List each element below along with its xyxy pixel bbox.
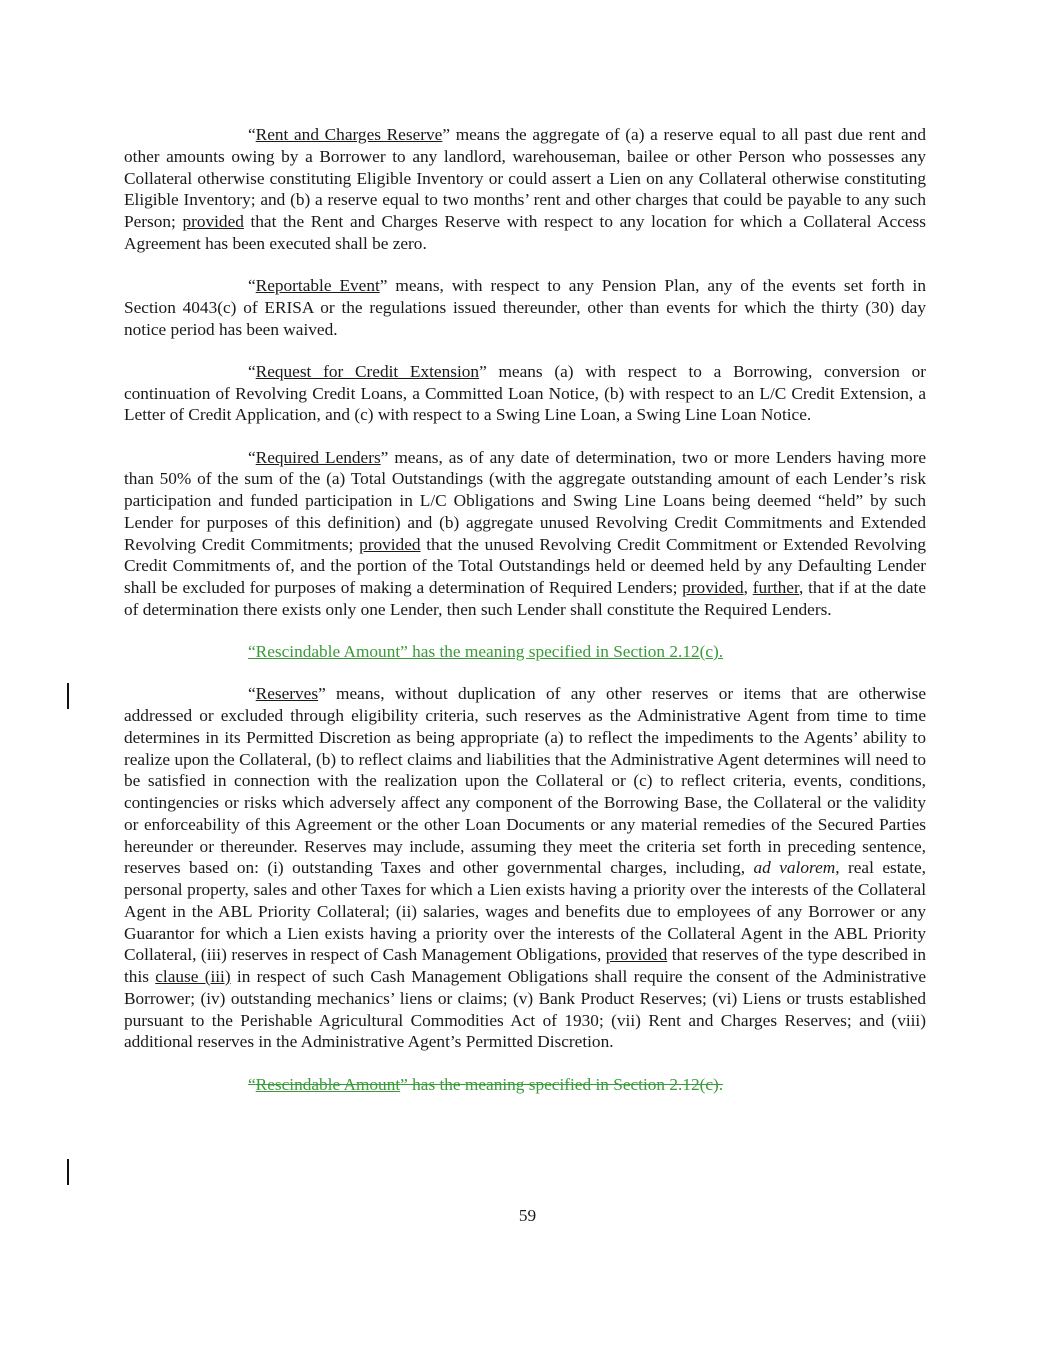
deleted-defined-term: Rescindable Amount: [255, 1074, 401, 1094]
definition-request-for-credit-extension: [124, 361, 926, 426]
provided-term: provided: [359, 534, 421, 554]
clause-reference: clause (iii): [155, 967, 231, 986]
definition-text: that reserves of the type described in this: [124, 945, 926, 986]
provided-term: provided: [682, 578, 744, 597]
page-number: 59: [518, 1206, 537, 1225]
defined-term: Reportable Event: [255, 276, 380, 295]
comma: ,: [743, 578, 753, 597]
close-quote: ”: [442, 125, 450, 144]
definition-text: means, without duplication of any other reserves or items that are otherwise addressed or excluded through eligibility criteria, such reserves as the Administrative Agent from time to time determines in its Permitted Discretion as being appropriate (a) to reflect the impediments to the Agents’ ability to realize upon the Collateral, (b) to reflect claims and liabilities that the Administrative Agent determines will need to be satisfied in connection with the realization upon the Collateral or (c) to reflect criteria, events, conditions, contingencies or risks which adversely affect any component of the Borrowing Base, the Collateral or the validity or enforceability of this Agreement or the other Loan Documents or any material remedies of the Secured Parties hereunder or thereunder. Reserves may include, assuming they meet the criteria set forth in preceding sentence, reserves based on: (i) outstanding Taxes and other governmental charges, including,: [124, 684, 926, 878]
definition-text: means the aggregate of (a) a reserve equal to all past due rent and other amounts owing by a Borrower to any landlord, warehouseman, bailee or other Person who possesses any Collateral otherwise constituting Eligible Inventory or could assert a Lien on any Collateral otherwise constituting Eligible Inventory; and (b) a reserve equal to two months’ rent and other charges that could be payable to any such Person;: [124, 125, 927, 231]
document-body: [124, 124, 926, 1095]
definition-text: means, as of any date of determination, two or more Lenders having more than 50% of the sum of the (a) Total Outstandings (with the aggregate outstanding amount of each Lender’s risk participation and funded participation in L/C Obligations and Swing Line Loans being deemed “held” by such Lender for purposes of this definition) and (b) aggregate unused Revolving Credit Commitments and Extended Revolving Credit Commitments;: [124, 447, 926, 554]
italic-term: ad valorem: [753, 858, 836, 878]
deleted-open-quote: “: [248, 1074, 256, 1094]
close-quote: ”: [318, 684, 326, 704]
definition-text: , that if at the date of determination there exists only one Lender, then such Lender shall constitute the Required Lenders.: [124, 578, 926, 619]
definition-text: in respect of such Cash Management Obligations shall require the consent of the Administrative Borrower; (iv) outstanding mechanics’ liens or claims; (v) Bank Product Reserves; (vi) Liens or trusts established pursuant to the Perishable Agricultural Commodities Act of 1930; (vii) Rent and Charges Reserves; and (viii) additional reserves in the Administrative Agent’s Permitted Discretion.: [124, 967, 926, 1052]
open-quote: “: [248, 276, 256, 295]
defined-term: Rent and Charges Reserve: [255, 125, 443, 144]
change-bar: [67, 1159, 69, 1185]
definition-text: means (a) with respect to a Borrowing, conversion or continuation of Revolving Credit Loans, a Committed Loan Notice, (b) with respect to an L/C Credit Extension, a Letter of Credit Application, and (c) with respect to a Swing Line Loan, a Swing Line Loan Notice.: [124, 361, 926, 425]
inserted-revision-text: “Rescindable Amount” has the meaning specified in Section 2.12(c).: [248, 642, 724, 661]
definition-rent-and-charges-reserve: [124, 124, 926, 255]
change-bar: [67, 683, 69, 709]
deleted-revision-text: ” has the meaning specified in Section 2.12(c).: [400, 1074, 724, 1094]
definition-reportable-event: [124, 275, 926, 340]
definition-text: that the Rent and Charges Reserve with respect to any location for which a Collateral Access Agreement has been executed shall be zero.: [124, 212, 926, 253]
provided-term: provided: [182, 212, 244, 231]
further-term: further: [752, 578, 800, 597]
defined-term: Request for Credit Extension: [255, 361, 480, 381]
open-quote: “: [248, 447, 256, 467]
close-quote: ”: [380, 447, 389, 467]
definition-text: means, with respect to any Pension Plan, any of the events set forth in Section 4043(c) of ERISA or the regulations issued thereunder, other than events for which the thirty (30) day notice period has been waived.: [124, 276, 926, 339]
open-quote: “: [248, 125, 256, 144]
definition-text: , real estate, personal property, sales and other Taxes for which a Lien exists having a priority over the interests of the Collateral Agent in the ABL Priority Collateral; (ii) salaries, wages and benefits due to employees of any Borrower or any Guarantor for which a Lien exists having a priority over the interests of the Collateral Agent in the ABL Priority Collateral, (iii) reserves in respect of Cash Management Obligations,: [124, 858, 926, 965]
open-quote: “: [248, 684, 256, 704]
open-quote: “: [248, 361, 256, 381]
definition-rescindable-amount-inserted: [124, 641, 926, 663]
definition-text: that the unused Revolving Credit Commitment or Extended Revolving Credit Commitments of, and the portion of the Total Outstandings held or deemed held by any Defaulting Lender shall be excluded for purposes of making a determination of Required Lenders;: [124, 534, 926, 597]
defined-term: Reserves: [255, 684, 319, 704]
definition-required-lenders: [124, 447, 926, 621]
definition-reserves: [124, 683, 926, 1053]
provided-term: provided: [605, 945, 668, 965]
close-quote: ”: [379, 276, 388, 295]
definition-rescindable-amount-deleted: [124, 1074, 926, 1096]
close-quote: ”: [479, 361, 487, 381]
defined-term: Required Lenders: [255, 447, 381, 467]
